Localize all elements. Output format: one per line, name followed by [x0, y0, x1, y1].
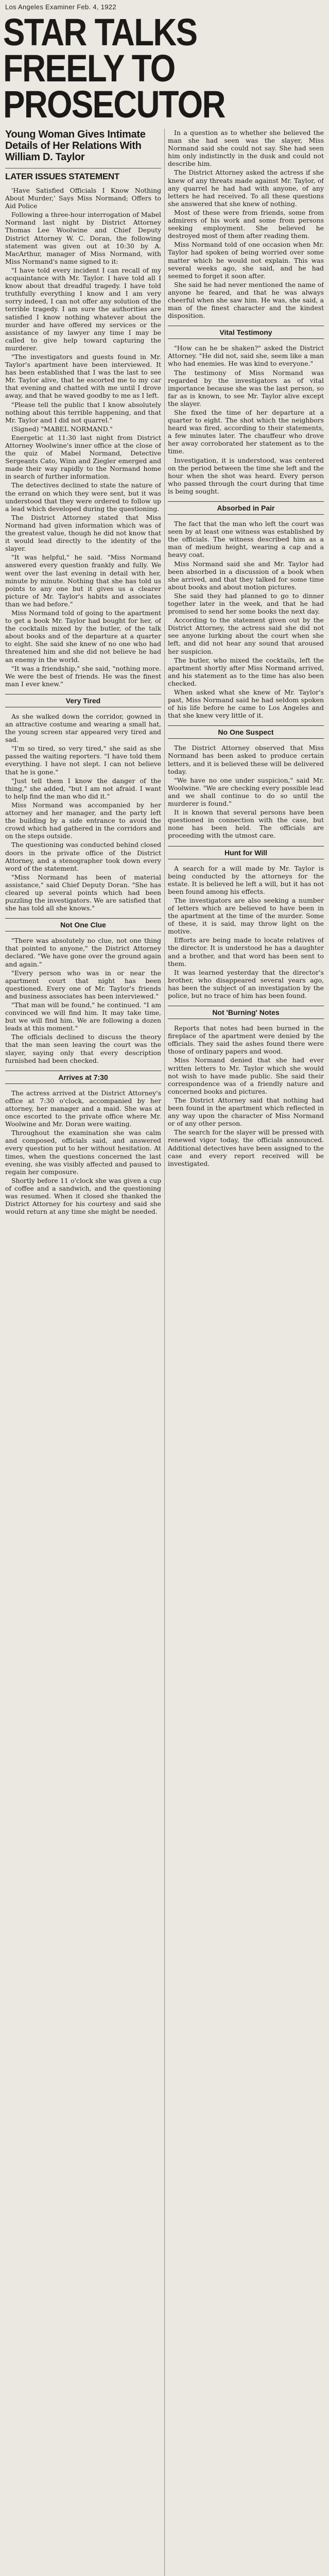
paragraph: In a question as to whether she believed the man she had seen was the slayer, Miss Normand said she could not say. She had seen him only indistinctly in the dusk and could not describe him.	[168, 129, 324, 168]
paragraph: The District Attorney stated that Miss Normand had given information which was of the greatest value, though he did not know that it would lead directly to the identity of the slayer.	[5, 513, 161, 553]
subhead-not-burning-notes: Not 'Burning' Notes	[168, 1006, 324, 1019]
paragraph: Throughout the examination she was calm and composed, officials said, and answered every question put to her without hesitation. At times, when the questions concerned the last evening, she was visibly affected and paused to regain her composure.	[5, 1129, 161, 1176]
paragraph: She said they had planned to go to dinner together later in the week, and that he had promised to send her some books the next day.	[168, 591, 324, 616]
paragraph: The butler, who mixed the cocktails, left the apartment shortly after Miss Normand arrived, and his statement as to the time has also been checked.	[168, 656, 324, 687]
paragraph: "We have no one under suspicion," said Mr. Woolwine. "We are checking every possible lead and we shall continue to do so until the murderer is found."	[168, 776, 324, 808]
paragraph: Miss Normand told of one occasion when Mr. Taylor had spoken of being worried over some matter which he would not explain. This was several weeks ago, she said, and he had seemed to forget it soon after.	[168, 241, 324, 280]
subhead-arrives: Arrives at 7:30	[5, 1071, 161, 1084]
paragraph: "Miss Normand has been of material assistance," said Chief Deputy Doran. "She has cleared up several points which had been puzzling the investigators. We are satisfied that she has told all she knows."	[5, 873, 161, 912]
paragraph: "There was absolutely no clue, not one thing that pointed to anyone," the District Attorney declared. "We have gone over the ground again and again."	[5, 937, 161, 968]
subhead-very-tired: Very Tired	[5, 694, 161, 707]
paragraph: According to the statement given out by the District Attorney, the actress said she did not see anyone lurking about the court when she left, and did not hear any sound that aroused her suspicion.	[168, 616, 324, 655]
paragraph: The testimony of Miss Normand was regarded by the investigators as of vital importance because she was the last person, so far as is known, to see Mr. Taylor alive except the slayer.	[168, 368, 324, 408]
paragraph: The search for the slayer will be pressed with renewed vigor today, the officials announced. Additional detectives have been assigned to the case and every report received will be investigated.	[168, 1128, 324, 1167]
paragraph: Energetic at 11:30 last night from District Attorney Woolwine's inner office at the close of the quiz of Mabel Normand, Detective Sergeants Cato, Winn and Ziegler emerged and made their way rapidly to the Normand home in search of further information.	[5, 433, 161, 481]
paragraph: It is known that several persons have been questioned in connection with the case, but none has been held. The officials are proceeding with the utmost care.	[168, 808, 324, 840]
column-left	[5, 129, 161, 2576]
col1-section-2	[5, 713, 161, 912]
col2-section-1	[168, 129, 324, 319]
paragraph: Miss Normand denied that she had ever written letters to Mr. Taylor which she would not wish to have made public. She said their correspondence was of a friendly nature and concerned books and pictures.	[168, 1056, 324, 1095]
col2-section-2	[168, 344, 324, 495]
subhead-not-one-clue: Not One Clue	[5, 918, 161, 931]
paragraph: The investigators are also seeking a number of letters which are believed to have been in the apartment at the time of the murder. Some of these, it is said, may throw light on the motive.	[168, 896, 324, 936]
paragraph: "Every person who was in or near the apartment court that night has been questioned. Every one of Mr. Taylor's friends and business associates has been interviewed."	[5, 969, 161, 1000]
column-right	[168, 129, 324, 2576]
paragraph: "Just tell them I know the danger of the thing," she added, "but I am not afraid. I want to help find the man who did it."	[5, 776, 161, 800]
paragraph: The fact that the man who left the court was seen by at least one witness was established by the officials. The witness described him as a man of medium height, wearing a cap and a heavy coat.	[168, 520, 324, 559]
col2-section-3	[168, 520, 324, 719]
paragraph: "I'm so tired, so very tired," she said as she passed the waiting reporters. "I have told them everything. I have not slept. I can not believe that he is gone."	[5, 744, 161, 776]
deck-secondary: LATER ISSUES STATEMENT	[5, 168, 161, 181]
col2-section-6	[168, 1024, 324, 1167]
article-columns	[5, 129, 324, 2576]
paragraph: A search for a will made by Mr. Taylor is being conducted by the attorneys for the estate. It is believed he left a will, but it has not been found among his effects.	[168, 864, 324, 895]
col1-section-4	[5, 1089, 161, 1216]
subhead-vital-testimony: Vital Testimony	[168, 326, 324, 339]
paragraph: "Please tell the public that I know absolutely nothing about this terrible happening, and that Mr. Taylor and I did not quarrel."	[5, 400, 161, 424]
col2-section-4	[168, 744, 324, 839]
paragraph: The District Attorney asked the actress if she knew of any threats made against Mr. Taylor, of any quarrel he had had with anyone, of any letters he had received. To all these questions she answered that she knew of nothing.	[168, 168, 324, 208]
paragraph: The District Attorney said that nothing had been found in the apartment which reflected in any way upon the character of Miss Normand or of any other person.	[168, 1096, 324, 1128]
paragraph: She fixed the time of her departure at a quarter to eight. The shot which the neighbors heard was fired, according to their statements, a few minutes later. The chauffeur who drove her away corroborated her statement as to the time.	[168, 409, 324, 455]
headline-line-3: PROSECUTOR	[3, 83, 225, 126]
paragraph: Reports that notes had been burned in the fireplace of the apartment were denied by the officials. They said the ashes found there were those of ordinary papers and wood.	[168, 1024, 324, 1056]
paragraph: It was learned yesterday that the director's brother, who disappeared several years ago, has been the subject of an investigation by the police, but no trace of him has been found.	[168, 968, 324, 999]
paragraph: "I have told every incident I can recall of my acquaintance with Mr. Taylor. I have told all I know about that dreadful tragedy. I have told truthfully everything I know and I am very sorry indeed, I can not offer any solution of the terrible tragedy. I am sure the authorities are satisfied I know nothing whatever about the murder and have offered my services or the assistance of my lawyer any time I may be called to give help toward capturing the murderer.	[5, 266, 161, 352]
paragraph: The questioning was conducted behind closed doors in the private office of the District Attorney, and a stenographer took down every word of the statement.	[5, 841, 161, 872]
paragraph: She said he had never mentioned the name of anyone he feared, and that he was always cheerful when she saw him. He was, she said, a man of the finest character and the kindest disposition.	[168, 280, 324, 320]
paragraph: "That man will be found," he continued. "I am convinced we will find him. It may take time, but we will find him. We are following a dozen leads at this moment."	[5, 1001, 161, 1032]
paragraph: The District Attorney observed that Miss Normand has been asked to produce certain letters, and it is believed these will be delivered today.	[168, 744, 324, 775]
paragraph: Miss Normand told of going to the apartment to get a book Mr. Taylor had bought for her, of the cocktails mixed by the butler, of the talk about books and of the departure at a quarter to eight. She said she knew of no one who had threatened him and she did not believe he had an enemy in the world.	[5, 608, 161, 664]
headline-line-2: FREELY TO	[3, 47, 175, 90]
paragraph: Investigation, it is understood, was centered on the period between the time she left and the hour when the shot was heard. Every person who passed through the court during that time is being sought.	[168, 456, 324, 495]
headline	[3, 11, 281, 126]
paragraph: Following a three-hour interrogation of Mabel Normand last night by District Attorney Thomas Lee Woolwine and Chief Deputy District Attorney W. C. Doran, the following statement was given out at 10:30 by A. MacArthur, manager of Miss Normand, with Miss Normand's name signed to it:	[5, 211, 161, 265]
paragraph: As she walked down the corridor, gowned in an attractive costume and wearing a small hat, the young screen star appeared very tired and sad.	[5, 712, 161, 744]
paragraph: Efforts are being made to locate relatives of the director. It is understood he has a daughter and a brother, and that word has been sent to them.	[168, 936, 324, 968]
col1-section-1	[5, 187, 161, 688]
paragraph: Most of these were from friends, some from admirers of his work and some from persons seeking employment. She believed he destroyed most of them after reading them.	[168, 208, 324, 240]
paragraph: The officials declined to discuss the theory that the man seen leaving the court was the slayer, saying only that every description furnished had been checked.	[5, 1033, 161, 1064]
deck-main: Young Woman Gives Intimate Details of Her Relations With William D. Taylor	[5, 129, 146, 163]
paragraph: 'Have Satisfied Officials I Know Nothing About Murder,' Says Miss Normand; Offers to Aid Police	[5, 187, 161, 210]
source-dateline: Los Angeles Examiner Feb. 4, 1922	[5, 3, 116, 11]
col2-section-5	[168, 865, 324, 1000]
col1-section-3	[5, 937, 161, 1064]
paragraph: Miss Normand was accompanied by her attorney and her manager, and the party left the building by a side entrance to avoid the crowd which had gathered in the corridors and on the steps outside.	[5, 801, 161, 840]
subhead-hunt-for-will: Hunt for Will	[168, 846, 324, 859]
paragraph: "It was a friendship," she said, "nothing more. We were the best of friends. He was the finest man I ever knew."	[5, 664, 161, 688]
paragraph: Miss Normand said she and Mr. Taylor had been absorbed in a discussion of a book when she arrived, and that they talked for some time about books and about motion pictures.	[168, 560, 324, 591]
headline-line-1: STAR TALKS	[3, 11, 197, 54]
subhead-absorbed-in-pair: Absorbed in Pair	[168, 501, 324, 515]
paragraph: (Signed) "MABEL NORMAND."	[11, 425, 113, 433]
paragraph: "The investigators and guests found in Mr. Taylor's apartment have been interviewed. It has been established that I was the last to see Mr. Taylor alive, that he escorted me to my car that evening and chatted with me until I drove away, and that he waved goodby to me as I left.	[5, 352, 161, 400]
paragraph: "It was helpful," he said. "Miss Normand answered every question frankly and fully. We went over the last evening in detail with her, minute by minute. Nothing that she has told us points to any one but it gives us a clearer picture of Mr. Taylor's habits and associates than we had before."	[5, 553, 161, 608]
paragraph: "How can he be shaken?" asked the District Attorney. "He did not, said she, seem like a man who had enemies. He was kind to everyone."	[168, 344, 324, 368]
subhead-no-one-suspect: No One Suspect	[168, 725, 324, 739]
paragraph: The actress arrived at the District Attorney's office at 7:30 o'clock, accompanied by her attorney, her manager and a maid. She was at once escorted to the private office where Mr. Woolwine and Mr. Doran were waiting.	[5, 1089, 161, 1128]
paragraph: When asked what she knew of Mr. Taylor's past, Miss Normand said he had seldom spoken of his life before he came to Los Angeles and that she knew very little of it.	[168, 688, 324, 720]
paragraph: The detectives declined to state the nature of the errand on which they were sent, but it was understood that they were ordered to follow up a lead which developed during the questioning.	[5, 481, 161, 513]
paragraph: Shortly before 11 o'clock she was given a cup of coffee and a sandwich, and the questioning was resumed. When it closed she thanked the District Attorney for his courtesy and said she would return at any time she might be needed.	[5, 1176, 161, 1216]
